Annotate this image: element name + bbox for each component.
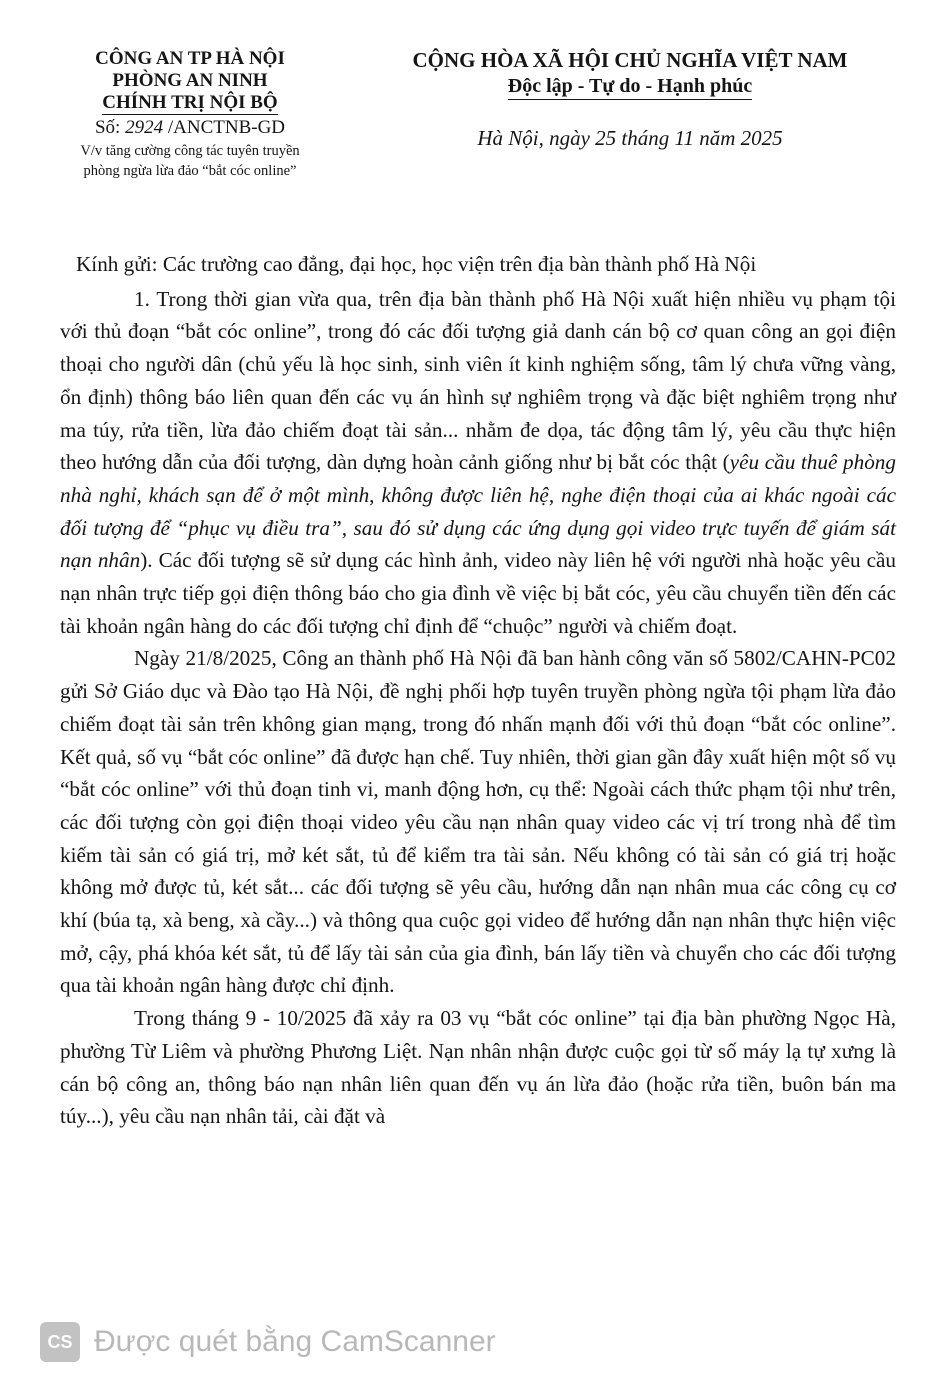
recipient-line: Kính gửi: Các trường cao đẳng, đại học, học viện trên địa bàn thành phố Hà Nội: [76, 252, 757, 276]
ref-number: 2924: [125, 117, 164, 138]
document-subject: [20, 141, 360, 181]
agency-name-line2: PHÒNG AN NINH: [112, 70, 268, 91]
document-reference-number: [20, 117, 360, 139]
subject-line1: V/v tăng cường công tác tuyên truyền: [80, 143, 300, 159]
ref-suffix: /ANCTNB-GD: [163, 117, 286, 138]
watermark-text: Được quét bằng CamScanner: [94, 1325, 496, 1358]
agency-name-line1: CÔNG AN TP HÀ NỘI: [95, 48, 285, 69]
national-header-block: [370, 48, 890, 151]
paragraph-1: [60, 283, 896, 643]
paragraph-2: Ngày 21/8/2025, Công an thành phố Hà Nội đã ban hành công văn số 5802/CAHN-PC02 gửi Sở Giáo dục và Đào tạo Hà Nội, đề nghị phối hợp tuyên truyền phòng ngừa tội phạm lừa đảo chiếm đoạt tài sản trên không gian mạng, trong đó nhấn mạnh đối với thủ đoạn “bắt cóc online”. Kết quả, số vụ “bắt cóc online” đã được hạn chế. Tuy nhiên, thời gian gần đây xuất hiện một số vụ “bắt cóc online” với thủ đoạn tinh vi, manh động hơn, cụ thể: Ngoài cách thức phạm tội như trên, các đối tượng còn gọi điện thoại video yêu cầu nạn nhân quay video các vị trí trong nhà để tìm kiếm tài sản có giá trị, mở két sắt, tủ để kiểm tra tài sản. Nếu không có tài sản có giá trị hoặc không mở được tủ, két sắt... các đối tượng sẽ yêu cầu, hướng dẫn nạn nhân mua các công cụ cơ khí (búa tạ, xà beng, xà cầy...) và thông qua cuộc gọi video để hướng dẫn nạn nhân thực hiện việc mở, cậy, phá khóa két sắt, tủ để lấy tài sản của gia đình, bán lấy tiền và chuyển cho các đối tượng qua tài khoản ngân hàng được chỉ định.: [60, 646, 896, 998]
paragraph-1-italic: yêu cầu thuê phòng nhà nghỉ, khách sạn để ở một mình, không được liên hệ, nghe điện thoại của ai khác ngoài các đối tượng để “phục vụ điều tra”, sau đó sử dụng các ứng dụng gọi video trực tuyến để giám sát nạn nhân: [60, 450, 896, 573]
subject-line2: phòng ngừa lừa đảo “bắt cóc online”: [83, 163, 297, 179]
national-title: CỘNG HÒA XÃ HỘI CHỦ NGHĨA VIỆT NAM: [412, 48, 848, 72]
document-date: Hà Nội, ngày 25 tháng 11 năm 2025: [477, 126, 783, 150]
paragraph-3: Trong tháng 9 - 10/2025 đã xảy ra 03 vụ “bắt cóc online” tại địa bàn phường Ngọc Hà, phường Từ Liêm và phường Phương Liệt. Nạn nhân nhận được cuộc gọi từ số máy lạ tự xưng là cán bộ công an, thông báo nạn nhân liên quan đến vụ án lừa đảo (hoặc rửa tiền, buôn bán ma túy...), yêu cầu nạn nhân tải, cài đặt và: [60, 1006, 896, 1129]
issuing-agency-block: [20, 48, 360, 181]
paragraph-1-lead: 1. Trong thời gian vừa qua, trên địa bàn thành phố Hà Nội xuất hiện nhiều vụ phạm tội với thủ đoạn “bắt cóc online”, trong đó các đối tượng giả danh cán bộ cơ quan công an gọi điện thoại cho người dân (chủ yếu là học sinh, sinh viên ít kinh nghiệm sống, tâm lý chưa vững vàng, ổn định) thông báo liên quan đến các vụ án hình sự nghiêm trọng và đặc biệt nghiêm trọng như ma túy, rửa tiền, lừa đảo chiếm đoạt tài sản... nhằm đe dọa, tác động tâm lý, yêu cầu thực hiện theo hướng dẫn của đối tượng, dàn dựng hoàn cảnh giống như bị bắt cóc thật (: [60, 286, 896, 475]
national-motto: Độc lập - Tự do - Hạnh phúc: [508, 74, 752, 100]
ref-prefix: Số:: [94, 117, 126, 138]
agency-name-line3: CHÍNH TRỊ NỘI BỘ: [102, 92, 278, 113]
camscanner-watermark: [40, 1322, 496, 1362]
document-body: [60, 248, 896, 1133]
paragraph-1-tail: ). Các đối tượng sẽ sử dụng các hình ảnh, video này liên hệ với người nhà hoặc yêu cầu nạn nhân trực tiếp gọi điện thông báo cho gia đình về việc bị bắt cóc, yêu cầu chuyển tiền đến các tài khoản ngân hàng do các đối tượng chỉ định để “chuộc” người và chiếm đoạt.: [60, 548, 897, 638]
camscanner-logo: CS: [40, 1322, 80, 1362]
